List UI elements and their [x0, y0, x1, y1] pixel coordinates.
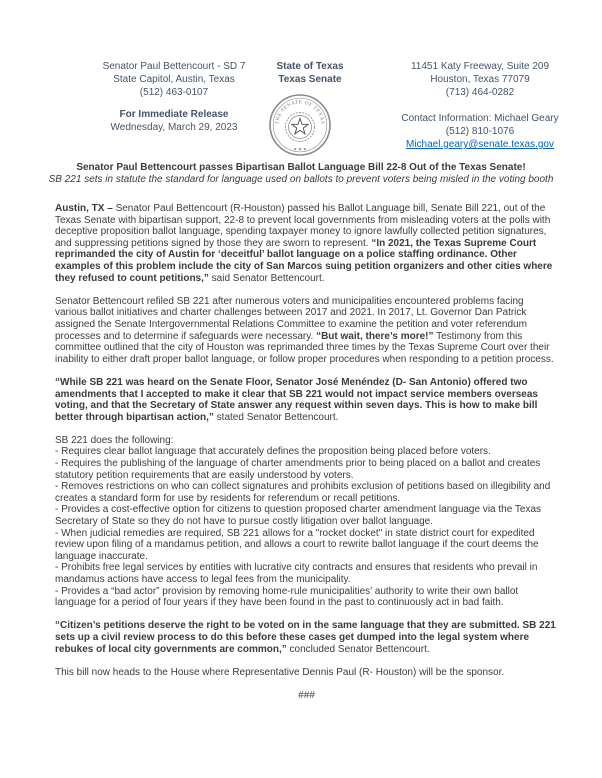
- paragraph-background: Senator Bettencourt refiled SB 221 after numerous voters and municipalities encountered problems facing various ballot initiatives and charter challenges between 2017 and 2021. In 2017, Lt. Governor Dan Patrick assigned the Senate Intergovernmental Relations Committee to examine the petition and voter referendum processes and to determine if safeguards were necessary. “But wait, there’s more!” Testimony from this committee outlined that the city of Houston was reprimanded three times by the Texas Supreme Court over their inability to either draft proper ballot language, or follow proper procedures when responding to a petition process.: [55, 295, 554, 365]
- paragraph-lead: Austin, TX – Senator Paul Bettencourt (R-Houston) passed his Ballot Language bill, Senate Bill 221, out of the Texas Senate with bipartisan support, 22-8 to prevent local governments from misleading voters at the polls with deceptive proposition ballot language, spending taxpayer money to ignore lawfully collected petition signatures, and suppressing petitions signed by those they are sworn to represent. “In 2021, the Texas Supreme Court reprimanded the city of Austin for ‘deceitful’ ballot language on a police staffing ordinance. Other examples of this problem include the city of San Marcos suing petition organizers and other cities where they refused to count petitions,” said Senator Bettencourt.: [55, 203, 553, 284]
- list-item: - Prohibits free legal services by entities with lucrative city contracts and ensures that residents who prevail in mandamus actions have access to legal fees from the municipality.: [55, 562, 538, 585]
- list-item: - Requires the publishing of the language of charter amendments prior to being placed on a ballot and creates statutory petition requirements that are easily understood by voters.: [55, 458, 541, 481]
- paragraph-quote-amendments: “While SB 221 was heard on the Senate Floor, Senator José Menéndez (D- San Antonio) offered two amendments that I accepted to make it clear that SB 221 would not impact service members overseas voting, and that the Secretary of State answer any request within seven days. This is how to make bill better through bipartisan action,” stated Senator Bettencourt.: [55, 376, 538, 423]
- list-intro: SB 221 does the following:: [55, 434, 174, 446]
- org-title-block: [244, 60, 376, 86]
- district-office-block: [374, 60, 586, 151]
- contact-block: [374, 112, 586, 151]
- page-title: Senator Paul Bettencourt passes Bipartisan Ballot Language Bill 22-8 Out of the Texas Senate!: [76, 162, 526, 173]
- headline-block: [0, 162, 602, 186]
- list-item: - Provides a “bad actor” provision by removing home-rule municipalities’ authority to write their own ballot language for a period of four years if they have been found in the past to continuously act in bad faith.: [55, 585, 519, 609]
- list-item: - Provides a cost-effective option for citizens to question proposed charter amendment language via the Texas Secretary of State so they do not have to pursue costly litigation over ballot language.: [55, 504, 542, 528]
- list-item: - Requires clear ballot language that accurately defines the proposition being placed before voters.: [55, 446, 491, 458]
- release-block: [68, 108, 280, 134]
- sender-name: Senator Paul Bettencourt - SD 7: [102, 61, 246, 72]
- office-city: Houston, Texas 77079: [430, 74, 530, 85]
- texas-senate-seal-icon: [268, 92, 332, 158]
- org-senate: Texas Senate: [278, 74, 342, 85]
- list-item: - When judicial remedies are required, SB 221 allows for a "rocket docket" in state district court for expedited review upon filing of a mandamus petition, and allows a court to rewrite ballot language if the court deems the language inaccurate.: [55, 527, 539, 562]
- paragraph-closing: This bill now heads to the House where Representative Dennis Paul (R- Houston) will be the sponsor.: [55, 666, 505, 678]
- contact-phone: (512) 810-1076: [445, 126, 515, 137]
- list-item: - Removes restrictions on who can collect signatures and prohibits exclusion of petitions based on illegibility and creates a standard form for use by residents for referendum or recall petitions.: [55, 481, 551, 504]
- sender-address: State Capitol, Austin, Texas: [113, 74, 235, 85]
- paragraph-conclusion-quote: “Citizen’s petitions deserve the right to be voted on in the same language that they are submitted. SB 221 sets up a civil review process to do this before these cases get dumped into the legal system where rebukes of local city governments are common,” concluded Senator Bettencourt.: [55, 620, 556, 655]
- list-items: [55, 446, 558, 608]
- texas-senate-seal: [268, 92, 332, 158]
- seal-stars: ★ ★ ★: [293, 146, 307, 152]
- seal-arc-text: THE SENATE OF TEXAS: [275, 100, 325, 125]
- page-subtitle: SB 221 sets in statute the standard for language used on ballots to prevent voters being misled in the voting booth: [48, 174, 554, 185]
- sender-phone: (512) 463-0107: [139, 87, 209, 98]
- release-date: Wednesday, March 29, 2023: [110, 122, 238, 133]
- contact-name: Contact Information: Michael Geary: [401, 113, 559, 124]
- contact-email-link[interactable]: Michael.geary@senate.texas.gov: [405, 139, 554, 150]
- end-mark: ###: [298, 689, 315, 701]
- press-release-body: [55, 203, 558, 702]
- office-street: 11451 Katy Freeway, Suite 209: [410, 61, 550, 72]
- org-state: State of Texas: [276, 61, 344, 72]
- office-phone: (713) 464-0282: [445, 87, 515, 98]
- sb221-provisions-list: [55, 435, 558, 609]
- release-label: For Immediate Release: [119, 109, 229, 120]
